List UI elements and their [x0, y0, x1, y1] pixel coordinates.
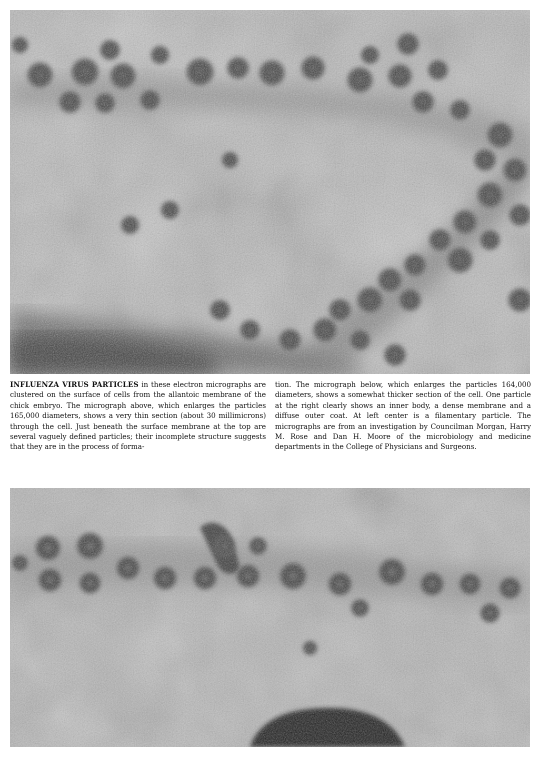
micrograph-bottom-image: [10, 488, 530, 747]
micrograph-top-image: [10, 10, 530, 374]
caption-left-column: [10, 380, 266, 453]
electron-micrograph-top: [10, 10, 530, 374]
caption-right-text: tion. The micrograph below, which enlarges the particles 164,000 diameters, shows a somewhat thicker section of the cell. One particle at the right clearly shows an inner body, a dense membrane and a diffuse outer coat. At left center is a filamentary particle. The micrographs are from an investigation by Councilman Morgan, Harry M. Rose and Dan H. Moore of the microbiology and medicine departments in the College of Physicians and Surgeons.: [275, 380, 531, 452]
caption-left-text: in these electron micrographs are clustered on the surface of cells from the allantoic membrane of the chick embryo. The micrograph above, which enlarges the particles 165,000 diameters, shows a very thin section (about 30 millimicrons) through the cell. Just beneath the surface membrane at the top are several vaguely defined particles; their incomplete structure suggests that they are in the process of forma-: [10, 380, 266, 452]
caption-right-column: [275, 380, 531, 453]
caption-lead: INFLUENZA VIRUS PARTICLES: [10, 380, 139, 389]
electron-micrograph-bottom: [10, 488, 530, 747]
